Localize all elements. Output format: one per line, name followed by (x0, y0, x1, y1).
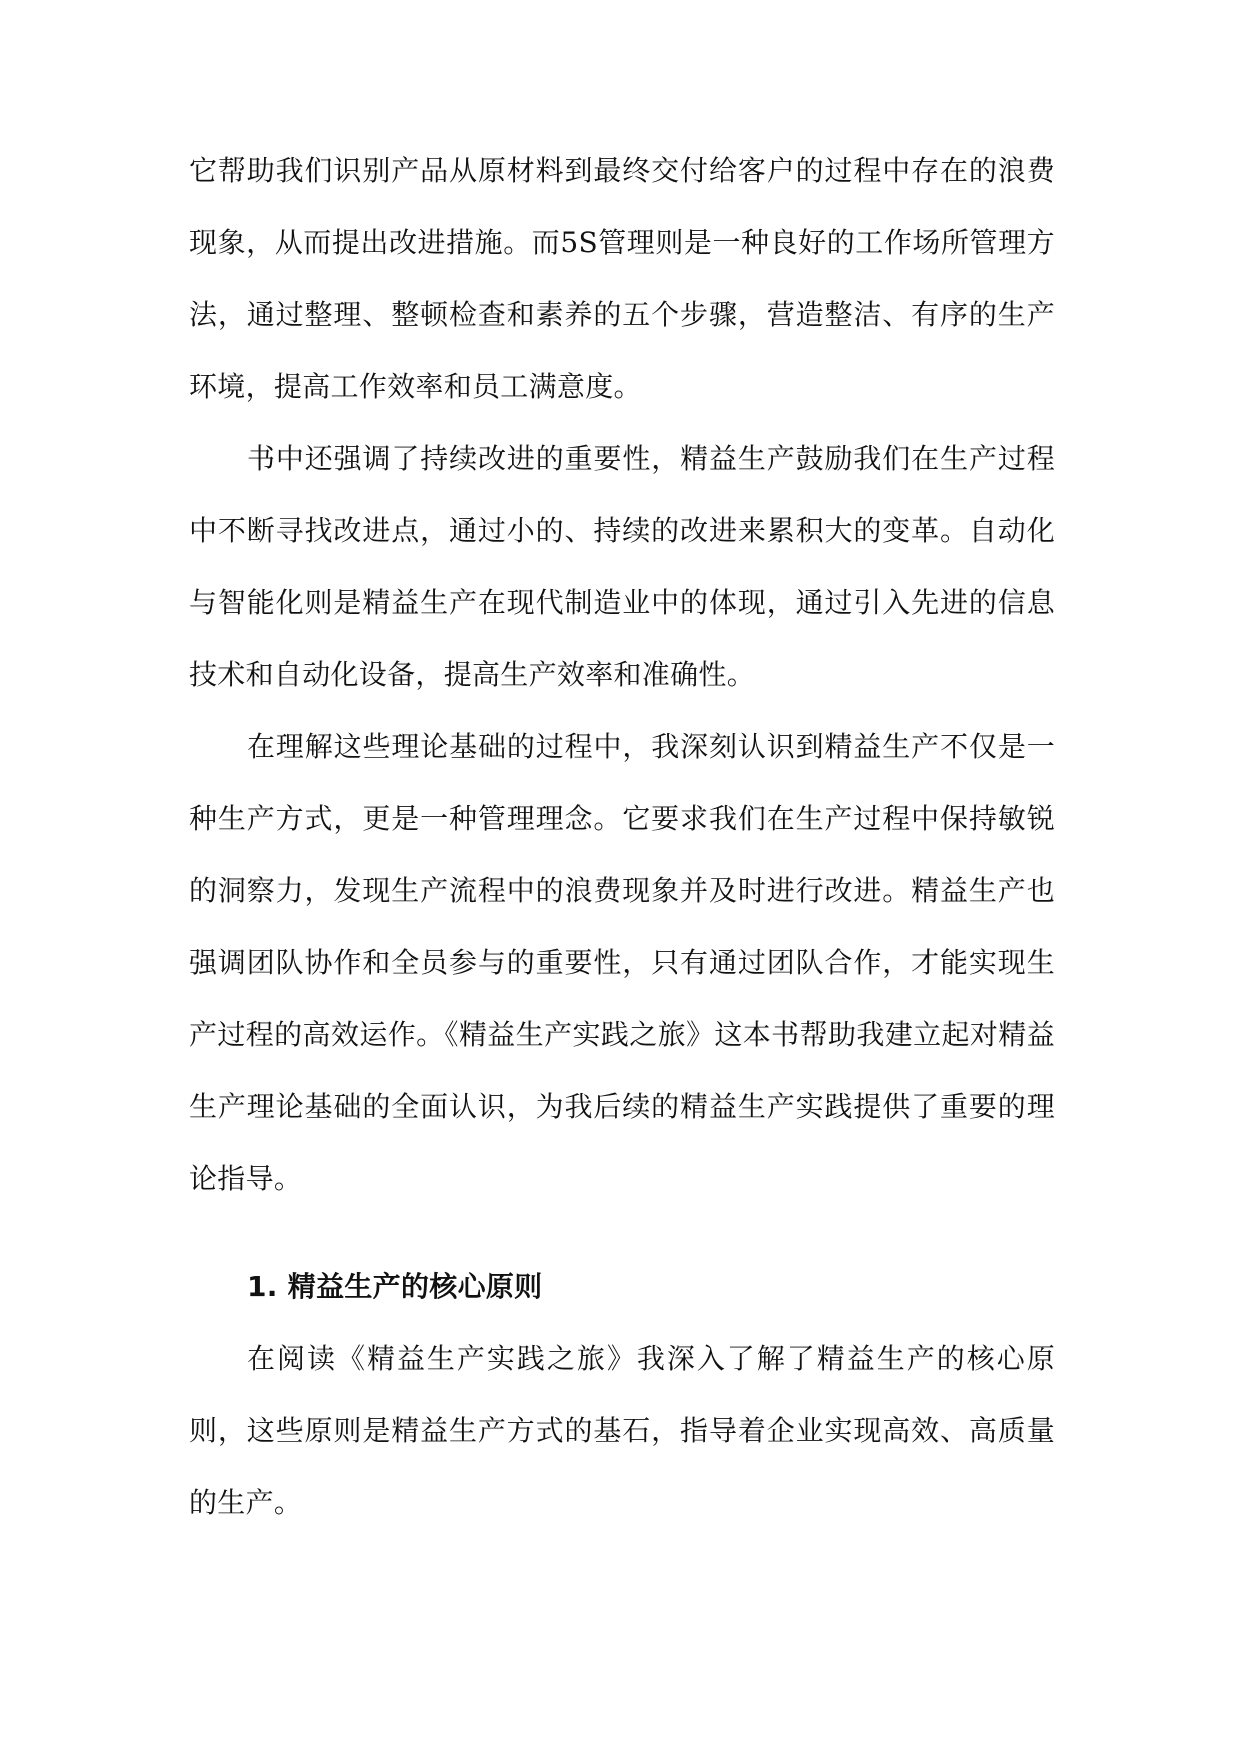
document-body (189, 135, 1055, 1539)
paragraph-theory-understanding: 在理解这些理论基础的过程中，我深刻认识到精益生产不仅是一种生产方式，更是一种管理理念。它要求我们在生产过程中保持敏锐的洞察力，发现生产流程中的浪费现象并及时进行改进。精益生产也强调团队协作和全员参与的重要性，只有通过团队合作，才能实现生产过程的高效运作。《精益生产实践之旅》这本书帮助我建立起对精益生产理论基础的全面认识，为我后续的精益生产实践提供了重要的理论指导。 (189, 730, 1055, 1195)
paragraph-continuous-improvement: 书中还强调了持续改进的重要性，精益生产鼓励我们在生产过程中不断寻找改进点，通过小的、持续的改进来累积大的变革。自动化与智能化则是精益生产在现代制造业中的体现，通过引入先进的信息技术和自动化设备，提高生产效率和准确性。 (189, 442, 1055, 691)
paragraph-continued: 它帮助我们识别产品从原材料到最终交付给客户的过程中存在的浪费现象，从而提出改进措施。而5S管理则是一种良好的工作场所管理方法，通过整理、整顿检查和素养的五个步骤，营造整洁、有序的生产环境，提高工作效率和员工满意度。 (189, 154, 1055, 403)
section-heading: 1. 精益生产的核心原则 (247, 1270, 543, 1303)
paragraph-core-principles: 在阅读《精益生产实践之旅》我深入了解了精益生产的核心原则，这些原则是精益生产方式的基石，指导着企业实现高效、高质量的生产。 (189, 1342, 1055, 1519)
